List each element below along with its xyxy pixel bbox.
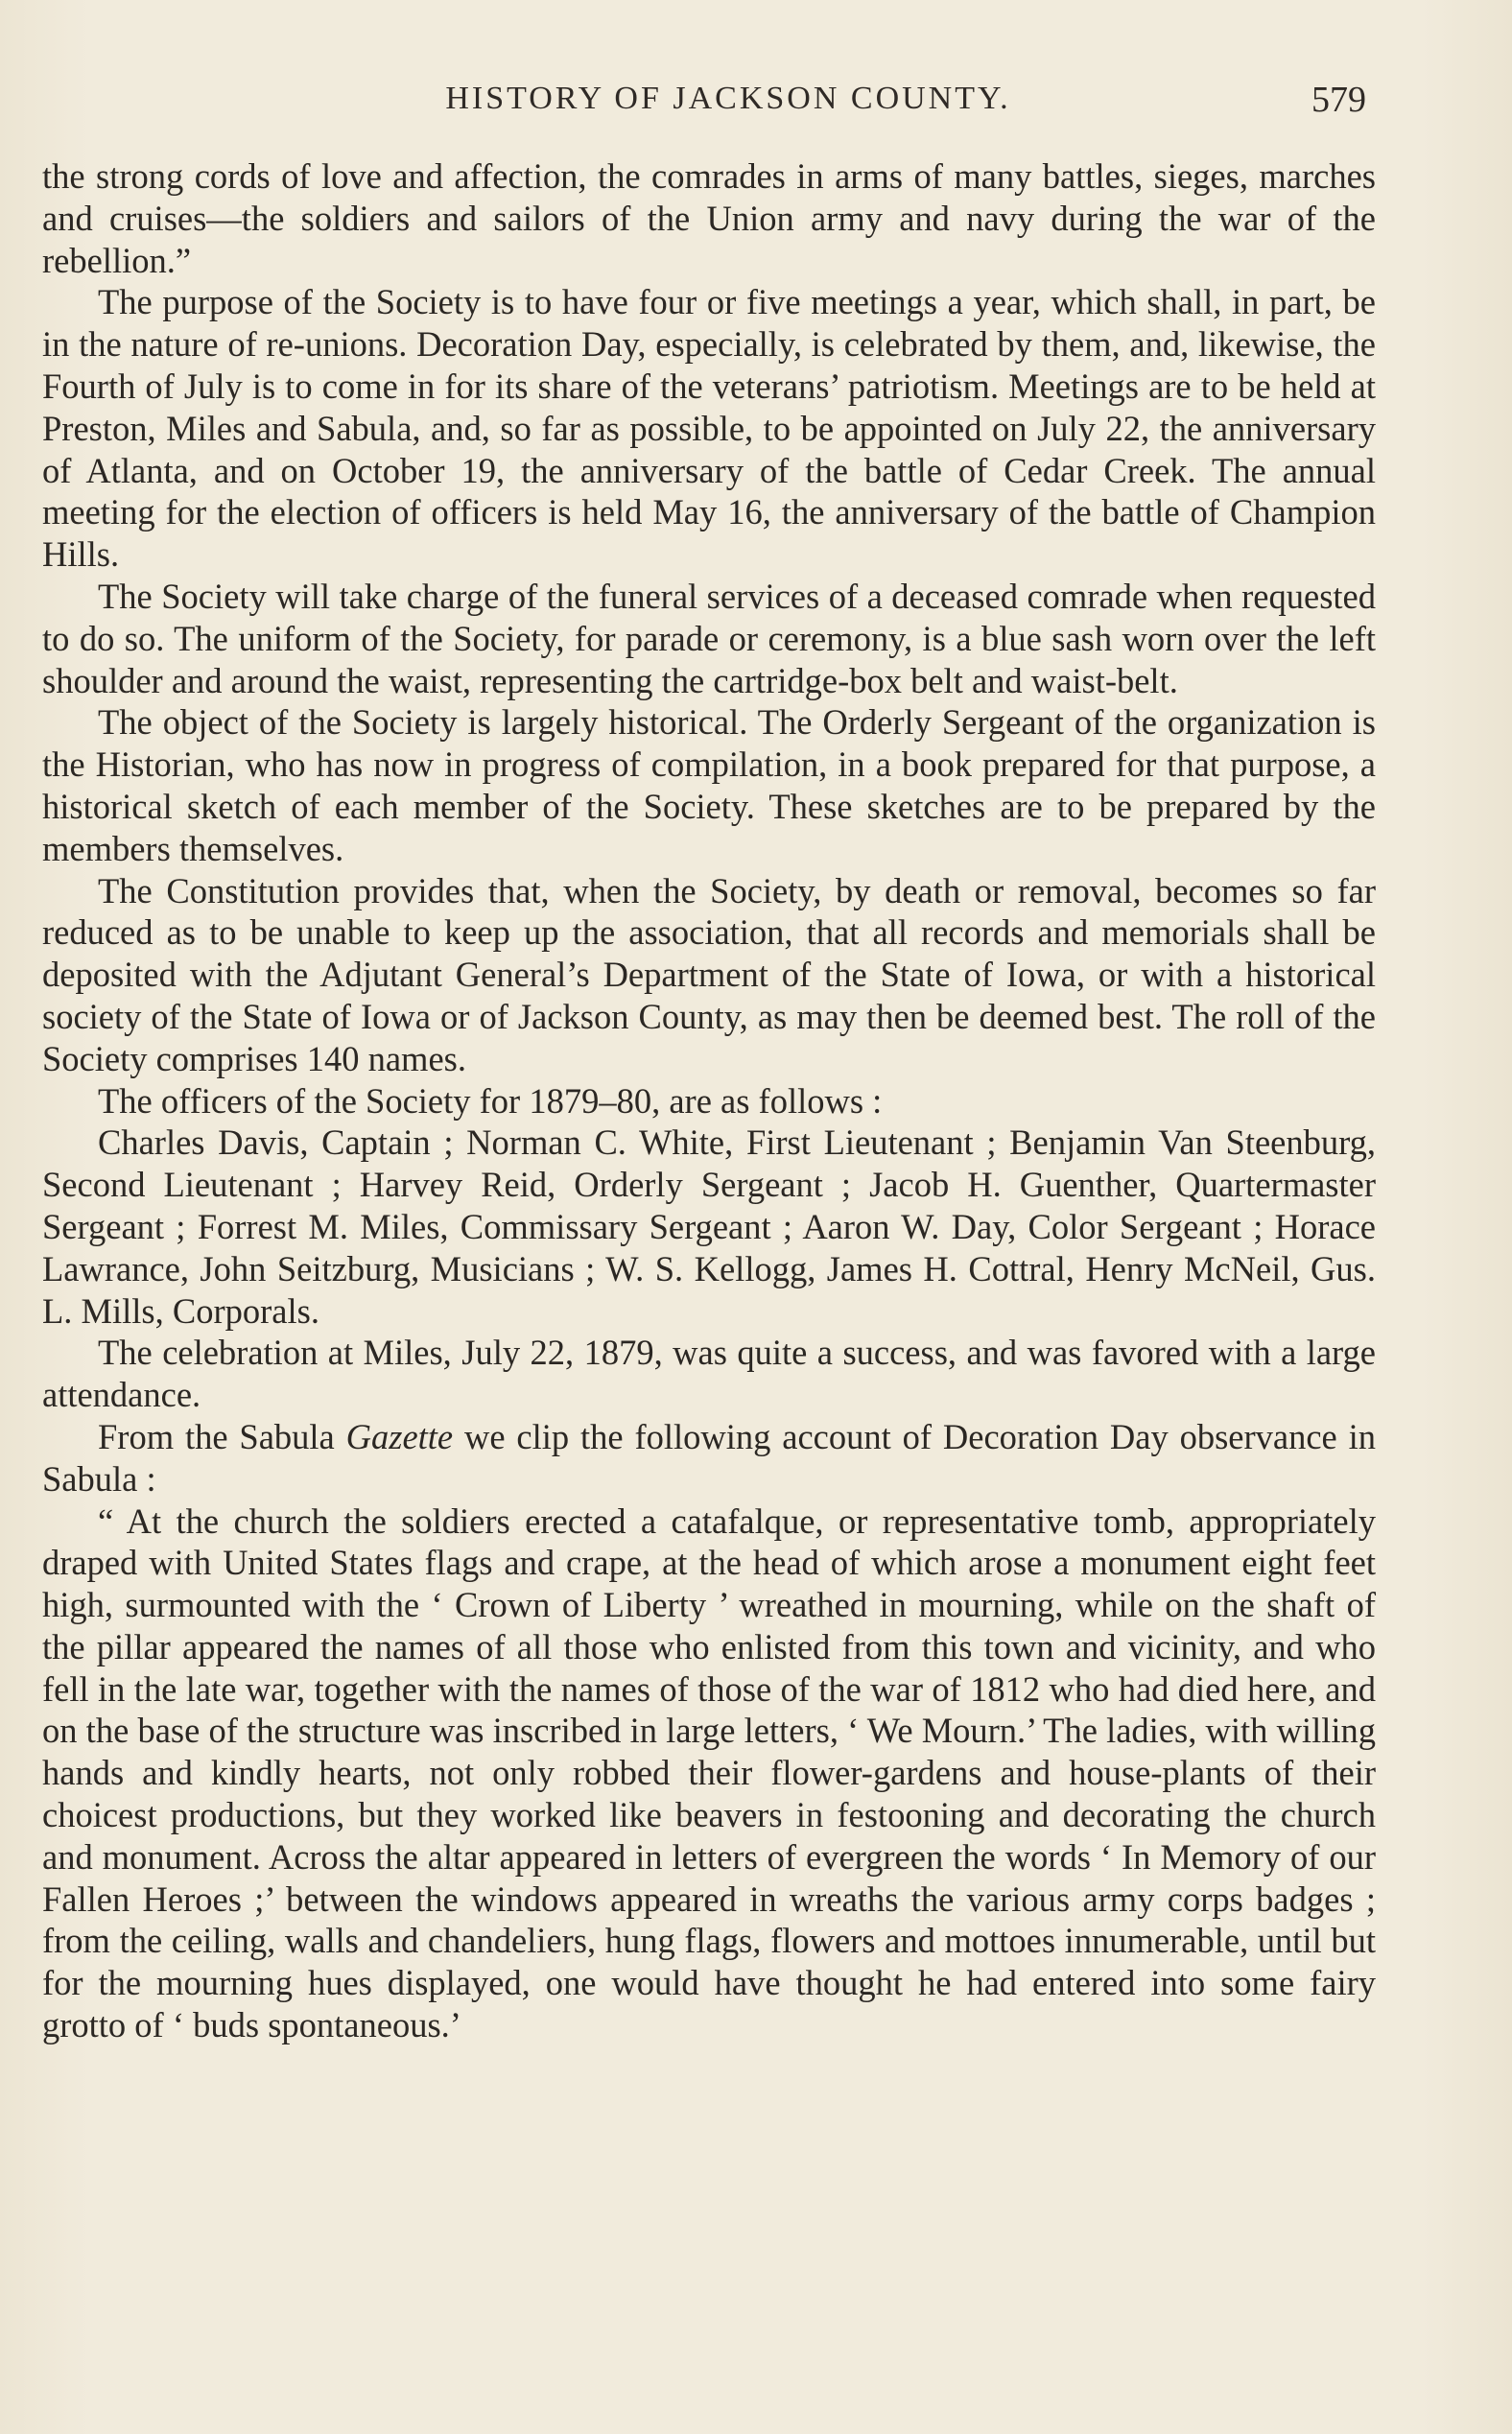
page-header [42, 81, 1376, 129]
gazette-text-before: From the Sabula [98, 1416, 346, 1456]
running-head: HISTORY OF JACKSON COUNTY. [445, 81, 1011, 116]
paragraph-gazette-intro [42, 1416, 1376, 1501]
page-body [42, 155, 1376, 2046]
paragraph-funeral-services: The Society will take charge of the funeral services of a deceased comrade when requested to do so. The uniform of the Society, for parade or ceremony, is a blue sash worn over the left shoulder and around the waist, representing the cartridge-box belt and waist-belt. [42, 576, 1376, 700]
gazette-title: Gazette [345, 1416, 454, 1456]
paragraph-purpose: The purpose of the Society is to have four or five meetings a year, which shall, in part, be in the nature of re-unions. Decoration Day, especially, is celebrated by them, and, likewise, the Fourth of July is to come in for its share of the veterans’ patriotism. Meetings are to be held at Preston, Miles and Sabula, and, so far as possible, to be appointed on July 22, the anniversary of Atlanta, and on October 19, the anniversary of the battle of Cedar Creek. The annual meeting for the election of officers is held May 16, the anniversary of the battle of Champion Hills. [42, 282, 1376, 575]
paragraph-quoted-account: “ At the church the soldiers erected a catafalque, or representative tomb, appropriately draped with United States flags and crape, at the head of which arose a monument eight feet high, surmounted with the ‘ Crown of Liberty ’ wreathed in mourning, while on the shaft of the pillar appeared the names of all those who enlisted from this town and vicinity, and who fell in the late war, together with the names of those of the war of 1812 who had died here, and on the base of the structure was inscribed in large letters, ‘ We Mourn.’ The ladies, with willing hands and kindly hearts, not only robbed their flower-gardens and house-plants of their choicest productions, but they worked like beavers in festooning and decorating the church and monument. Across the altar appeared in letters of evergreen the words ‘ In Memory of our Fallen Heroes ;’ between the windows appeared in wreaths the various army corps badges ; from the ceiling, walls and chandeliers, hung flags, flowers and mottoes innumerable, until but for the mourning hues displayed, one would have thought he had entered into some fairy grotto of ‘ buds spontaneous.’ [42, 1501, 1376, 2045]
paragraph-constitution: The Constitution provides that, when the Society, by death or removal, becomes so far reduced as to be unable to keep up the association, that all records and memorials shall be deposited with the Adjutant General’s Department of the State of Iowa, or with a historical society of the State of Iowa or of Jackson County, as may then be deemed best. The roll of the Society comprises 140 names. [42, 870, 1376, 1078]
paragraph-continuation: the strong cords of love and affection, the comrades in arms of many battles, sieges, marches and cruises—the soldiers and sailors of the Union army and navy during the war of the rebellion.” [42, 156, 1376, 280]
paragraph-historical-object: The object of the Society is largely historical. The Orderly Sergeant of the organization is the Historian, who has now in progress of compilation, in a book prepared for that purpose, a historical sketch of each member of the Society. These sketches are to be prepared by the members themselves. [42, 702, 1376, 868]
gazette-text-after: we clip the following account of Decoration Day observance in Sabula : [42, 1416, 1376, 1499]
paragraph-celebration: The celebration at Miles, July 22, 1879, was quite a success, and was favored with a large attendance. [42, 1333, 1376, 1415]
paragraph-officers-intro: The officers of the Society for 1879–80, are as follows : [98, 1080, 883, 1121]
page-number: 579 [1311, 80, 1366, 120]
paragraph-officers-roster: Charles Davis, Captain ; Norman C. White, First Lieutenant ; Benjamin Van Steenburg, Second Lieutenant ; Harvey Reid, Orderly Sergeant ; Jacob H. Guenther, Quartermaster Sergeant ; Forrest M. Miles, Commissary Sergeant ; Aaron W. Day, Color Sergeant ; Horace Lawrance, John Seitzburg, Musicians ; W. S. Kellogg, James H. Cottral, Henry McNeil, Gus. L. Mills, Corporals. [42, 1122, 1376, 1331]
